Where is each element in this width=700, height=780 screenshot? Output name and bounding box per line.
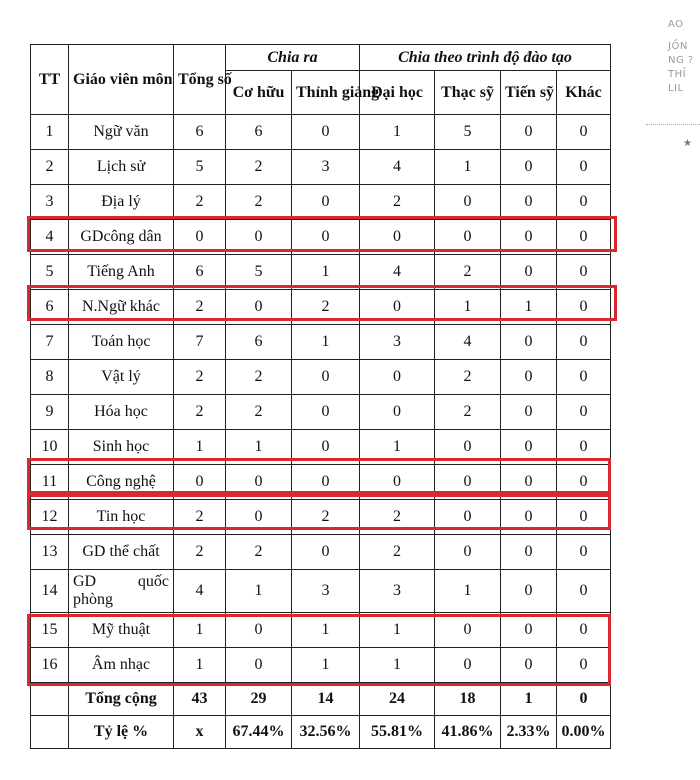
cell-tt: 16: [31, 648, 69, 683]
cell-tt: 15: [31, 613, 69, 648]
cell-dai-hoc: 1: [360, 430, 435, 465]
cell-total: 6: [174, 115, 226, 150]
cell-thac-sy: 0: [435, 465, 501, 500]
cell-dai-hoc: 2: [360, 500, 435, 535]
header-subject: Giáo viên môn: [69, 45, 174, 115]
ratio-cell-thinh-giang: 32.56%: [292, 716, 360, 749]
cell-co-huu: 6: [226, 325, 292, 360]
header-co-huu: Cơ hữu: [226, 71, 292, 115]
table-row: [31, 500, 611, 535]
cell-subject: Vật lý: [69, 360, 174, 395]
cell-thinh-giang: 2: [292, 500, 360, 535]
cell-dai-hoc: 0: [360, 395, 435, 430]
table-row: [31, 290, 611, 325]
cell-thac-sy: 2: [435, 360, 501, 395]
cell-total: 4: [174, 570, 226, 613]
cell-tt: 2: [31, 150, 69, 185]
total-cell-khac: 0: [557, 683, 611, 716]
total-cell-total: 43: [174, 683, 226, 716]
table-row: [31, 220, 611, 255]
cell-subject: Hóa học: [69, 395, 174, 430]
cell-tt: 9: [31, 395, 69, 430]
cell-khac: 0: [557, 290, 611, 325]
cell-co-huu: 0: [226, 613, 292, 648]
cell-thinh-giang: 0: [292, 185, 360, 220]
cell-khac: 0: [557, 115, 611, 150]
cell-subject: Lịch sử: [69, 150, 174, 185]
cell-thinh-giang: 0: [292, 430, 360, 465]
cell-total: 2: [174, 185, 226, 220]
teacher-statistics-table: [30, 44, 611, 749]
cell-subject: Công nghệ: [69, 465, 174, 500]
total-cell-co-huu: 29: [226, 683, 292, 716]
stamp-text-line: NG ?: [668, 55, 694, 66]
cell-thac-sy: 0: [435, 535, 501, 570]
cell-tien-sy: 0: [501, 220, 557, 255]
cell-thinh-giang: 2: [292, 290, 360, 325]
total-row: [31, 683, 611, 716]
stamp-text-line: AO: [668, 19, 684, 30]
cell-thinh-giang: 3: [292, 150, 360, 185]
cell-tt: 1: [31, 115, 69, 150]
cell-total: 2: [174, 535, 226, 570]
cell-dai-hoc: 0: [360, 360, 435, 395]
total-cell-tien-sy: 1: [501, 683, 557, 716]
cell-thinh-giang: 0: [292, 115, 360, 150]
cell-thinh-giang: 0: [292, 220, 360, 255]
cell-tien-sy: 0: [501, 325, 557, 360]
cell-tien-sy: 0: [501, 185, 557, 220]
ratio-label: Tỷ lệ %: [69, 716, 174, 749]
cell-total: 2: [174, 395, 226, 430]
cell-tien-sy: 0: [501, 500, 557, 535]
ratio-cell-thac-sy: 41.86%: [435, 716, 501, 749]
cell-tt: 4: [31, 220, 69, 255]
cell-tt: 14: [31, 570, 69, 613]
table-row: [31, 185, 611, 220]
header-tien-sy: Tiến sỹ: [501, 71, 557, 115]
total-cell-thac-sy: 18: [435, 683, 501, 716]
cell-subject: Tin học: [69, 500, 174, 535]
cell-co-huu: 0: [226, 465, 292, 500]
cell-khac: 0: [557, 613, 611, 648]
cell-thinh-giang: 3: [292, 570, 360, 613]
stamp-text-line: JỒN: [668, 41, 688, 52]
cell-khac: 0: [557, 325, 611, 360]
cell-thinh-giang: 1: [292, 255, 360, 290]
header-khac: Khác: [557, 71, 611, 115]
cell-khac: 0: [557, 500, 611, 535]
cell-tien-sy: 0: [501, 150, 557, 185]
cell-thac-sy: 0: [435, 220, 501, 255]
cell-tien-sy: 0: [501, 115, 557, 150]
cell-total: 2: [174, 360, 226, 395]
ratio-cell-total: x: [174, 716, 226, 749]
cell-tt: 5: [31, 255, 69, 290]
ratio-cell-dai-hoc: 55.81%: [360, 716, 435, 749]
cell-dai-hoc: 1: [360, 613, 435, 648]
cell-dai-hoc: 0: [360, 290, 435, 325]
cell-co-huu: 2: [226, 360, 292, 395]
table-row: [31, 648, 611, 683]
cell-tien-sy: 0: [501, 465, 557, 500]
cell-tt: 3: [31, 185, 69, 220]
cell-tien-sy: 0: [501, 648, 557, 683]
table-row: [31, 395, 611, 430]
cell-tien-sy: 0: [501, 395, 557, 430]
cell-total: 1: [174, 648, 226, 683]
cell-total: 7: [174, 325, 226, 360]
cell-subject: Tiếng Anh: [69, 255, 174, 290]
cell-subject: Địa lý: [69, 185, 174, 220]
cell-tt: 12: [31, 500, 69, 535]
header-thac-sy: Thạc sỹ: [435, 71, 501, 115]
cell-subject: Âm nhạc: [69, 648, 174, 683]
cell-subject: Mỹ thuật: [69, 613, 174, 648]
cell-khac: 0: [557, 465, 611, 500]
cell-total: 2: [174, 500, 226, 535]
margin-stamp: [654, 0, 700, 150]
table-row: [31, 150, 611, 185]
header-thinh-giang: Thỉnh giảng: [292, 71, 360, 115]
cell-total: 0: [174, 465, 226, 500]
cell-total: 2: [174, 290, 226, 325]
cell-tien-sy: 0: [501, 360, 557, 395]
cell-khac: 0: [557, 648, 611, 683]
cell-thinh-giang: 1: [292, 613, 360, 648]
cell-thac-sy: 0: [435, 185, 501, 220]
cell-khac: 0: [557, 360, 611, 395]
cell-co-huu: 0: [226, 500, 292, 535]
cell-total: 6: [174, 255, 226, 290]
cell-co-huu: 5: [226, 255, 292, 290]
cell-thinh-giang: 0: [292, 395, 360, 430]
cell-dai-hoc: 0: [360, 465, 435, 500]
cell-subject: GD thể chất: [69, 535, 174, 570]
ratio-cell-khac: 0.00%: [557, 716, 611, 749]
cell-co-huu: 1: [226, 570, 292, 613]
cell-subject: GDcông dân: [69, 220, 174, 255]
cell-co-huu: 2: [226, 150, 292, 185]
cell-tien-sy: 0: [501, 535, 557, 570]
table-row: [31, 430, 611, 465]
cell-dai-hoc: 4: [360, 255, 435, 290]
cell-co-huu: 2: [226, 185, 292, 220]
table-row: [31, 325, 611, 360]
cell-tt: 13: [31, 535, 69, 570]
cell-thac-sy: 0: [435, 430, 501, 465]
cell-khac: 0: [557, 185, 611, 220]
cell-co-huu: 2: [226, 395, 292, 430]
cell-subject: GD quốc phòng: [69, 570, 174, 613]
cell-tien-sy: 0: [501, 255, 557, 290]
cell-dai-hoc: 0: [360, 220, 435, 255]
header-group-chia-ra: Chia ra: [226, 45, 360, 71]
cell-tien-sy: 1: [501, 290, 557, 325]
cell-thac-sy: 2: [435, 395, 501, 430]
ratio-row: [31, 716, 611, 749]
cell-tt: 7: [31, 325, 69, 360]
cell-total: 0: [174, 220, 226, 255]
cell-dai-hoc: 3: [360, 570, 435, 613]
cell-subject: Sinh học: [69, 430, 174, 465]
star-icon: ★: [683, 138, 692, 149]
cell-dai-hoc: 1: [360, 648, 435, 683]
cell-co-huu: 2: [226, 535, 292, 570]
table-row: [31, 613, 611, 648]
cell-total: 1: [174, 430, 226, 465]
cell-thac-sy: 0: [435, 613, 501, 648]
cell-thac-sy: 0: [435, 500, 501, 535]
cell-co-huu: 0: [226, 648, 292, 683]
cell-thinh-giang: 0: [292, 535, 360, 570]
cell-dai-hoc: 3: [360, 325, 435, 360]
cell-tt: 6: [31, 290, 69, 325]
stamp-text-line: LIL: [668, 83, 684, 94]
table-row: [31, 570, 611, 613]
cell-subject: Toán học: [69, 325, 174, 360]
total-label: Tổng cộng: [69, 683, 174, 716]
cell-khac: 0: [557, 430, 611, 465]
header-group-trinh-do: Chia theo trình độ đào tạo: [360, 45, 611, 71]
cell-khac: 0: [557, 150, 611, 185]
cell-dai-hoc: 4: [360, 150, 435, 185]
cell-thac-sy: 1: [435, 150, 501, 185]
cell-thac-sy: 2: [435, 255, 501, 290]
cell-khac: 0: [557, 395, 611, 430]
cell-dai-hoc: 1: [360, 115, 435, 150]
cell-thac-sy: 5: [435, 115, 501, 150]
cell-thac-sy: 1: [435, 290, 501, 325]
cell-tien-sy: 0: [501, 613, 557, 648]
header-dai-hoc: Đại học: [360, 71, 435, 115]
ratio-cell-tien-sy: 2.33%: [501, 716, 557, 749]
cell-khac: 0: [557, 535, 611, 570]
cell-total: 5: [174, 150, 226, 185]
cell-total: 1: [174, 613, 226, 648]
stamp-text-line: THỈ: [668, 69, 687, 80]
header-tt: TT: [31, 45, 69, 115]
cell-thinh-giang: 1: [292, 325, 360, 360]
table-row: [31, 115, 611, 150]
cell-co-huu: 6: [226, 115, 292, 150]
cell-dai-hoc: 2: [360, 185, 435, 220]
cell-thac-sy: 4: [435, 325, 501, 360]
cell-tien-sy: 0: [501, 570, 557, 613]
table-row: [31, 360, 611, 395]
cell-co-huu: 0: [226, 290, 292, 325]
cell-thinh-giang: 0: [292, 360, 360, 395]
table-row: [31, 535, 611, 570]
cell-tt: 10: [31, 430, 69, 465]
table-row: [31, 465, 611, 500]
cell-khac: 0: [557, 255, 611, 290]
header-total: Tổng số: [174, 45, 226, 115]
ratio-cell-co-huu: 67.44%: [226, 716, 292, 749]
cell-thinh-giang: 1: [292, 648, 360, 683]
cell-khac: 0: [557, 220, 611, 255]
cell-thac-sy: 1: [435, 570, 501, 613]
table-row: [31, 255, 611, 290]
cell-co-huu: 1: [226, 430, 292, 465]
cell-tt: 8: [31, 360, 69, 395]
cell-khac: 0: [557, 570, 611, 613]
cell-subject: Ngữ văn: [69, 115, 174, 150]
cell-tien-sy: 0: [501, 430, 557, 465]
total-cell-thinh-giang: 14: [292, 683, 360, 716]
cell-subject: N.Ngữ khác: [69, 290, 174, 325]
cell-thac-sy: 0: [435, 648, 501, 683]
stamp-divider: [646, 124, 700, 125]
cell-tt: 11: [31, 465, 69, 500]
total-cell-dai-hoc: 24: [360, 683, 435, 716]
cell-thinh-giang: 0: [292, 465, 360, 500]
cell-co-huu: 0: [226, 220, 292, 255]
cell-dai-hoc: 2: [360, 535, 435, 570]
